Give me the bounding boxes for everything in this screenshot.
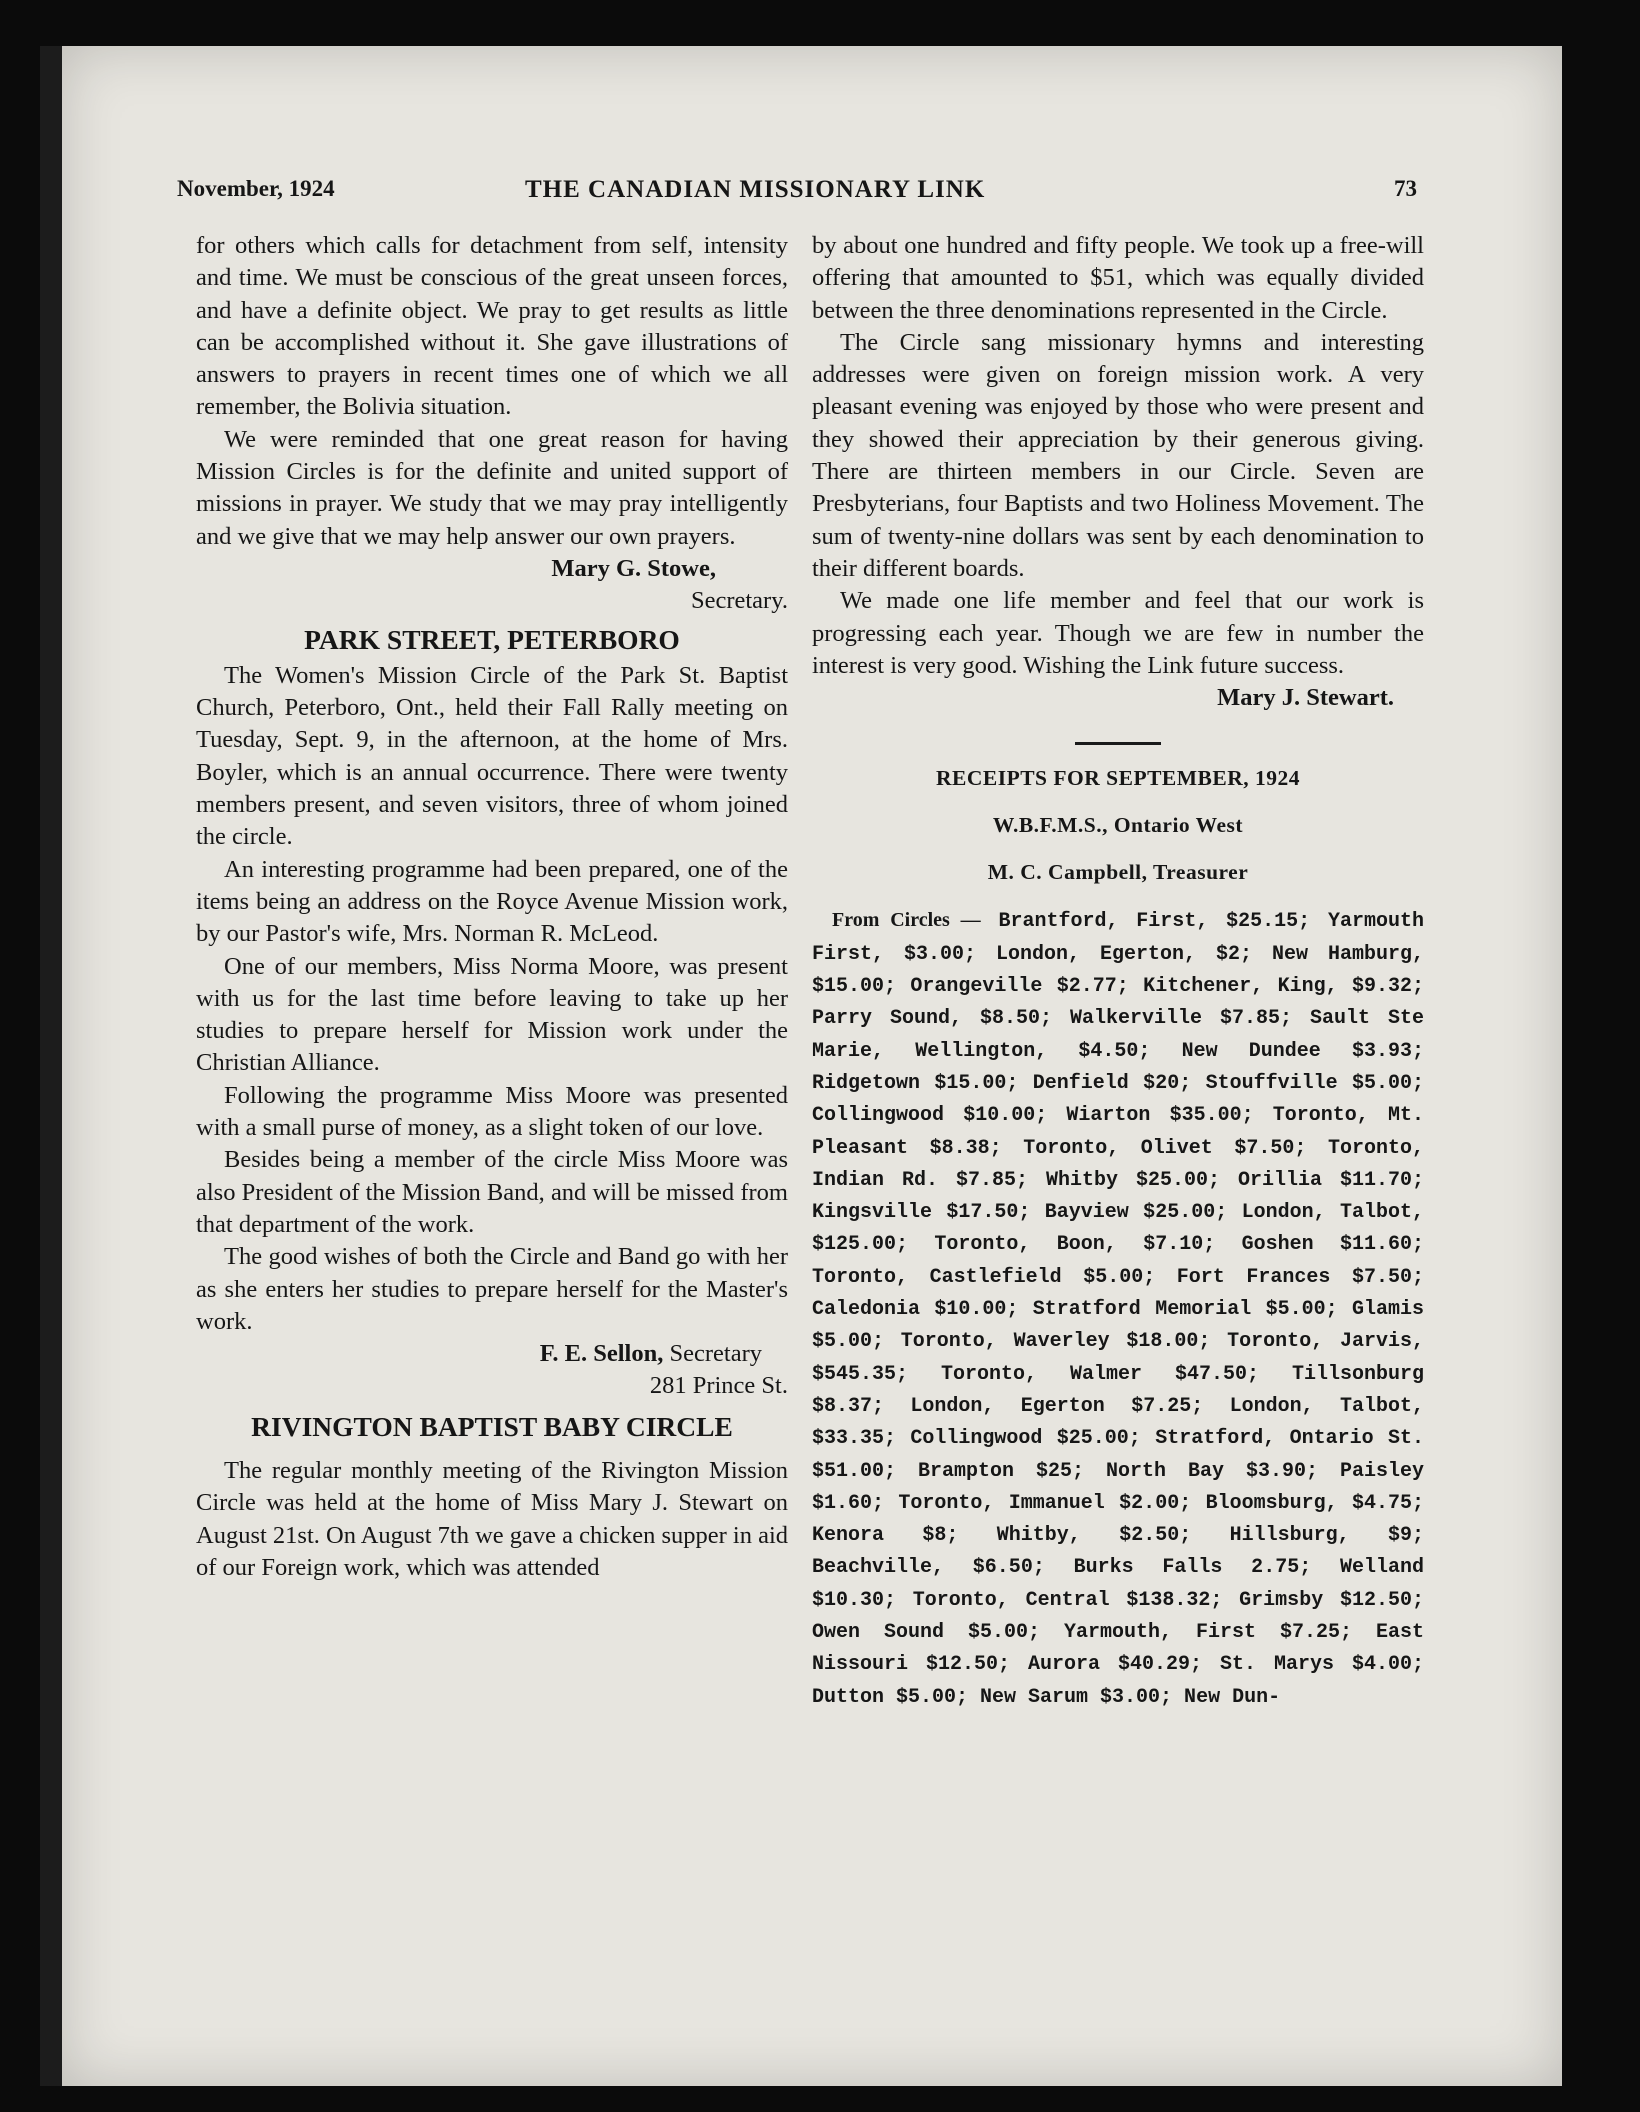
prayer-paragraph: We were reminded that one great reason for having Mission Circles is for the definite and united support of missions in prayer. We study that we may pray intelligently and we give that we may help answer our own prayers. bbox=[196, 425, 788, 550]
page-header bbox=[177, 176, 1417, 208]
receipts-body: Brantford, First, $25.15; Yarmouth First, $3.00; London, Egerton, $2; New Hamburg, $15.00; Orangeville $2.77; Kitchener, King, $9.32; Parry Sound, $8.50; Walkerville $7.85; Sault Ste Marie, Wellington, $4.50; New Dundee $3.93; Ridgetown $15.00; Denfield $20; Stouffville $5.00; Collingwood $10.00; Wiarton $35.00; Toronto, Mt. Pleasant $8.38; Toronto, Olivet $7.50; Toronto, Indian Rd. $7.85; Whitby $25.00; Orillia $11.70; Kingsville $17.50; Bayview $25.00; London, Talbot, $125.00; Toronto, Boon, $7.10; Goshen $11.60; Toronto, Castlefield $5.00; Fort Frances $7.50; Caledonia $10.00; Stratford Memorial $5.00; Glamis $5.00; Toronto, Waverley $18.00; Toronto, Jarvis, $545.35; Toronto, Walmer $47.50; Tillsonburg $8.37; London, Egerton $7.25; London, Talbot, $33.35; Collingwood $25.00; Stratford, Ontario St. $51.00; Brampton $25; North Bay $3.90; Paisley $1.60; Toronto, Immanuel $2.00; Bloomsburg, $4.75; Kenora $8; Whitby, $2.50; Hillsburg, $9; Beachville, $6.50; Burks Falls 2.75; Welland $10.30; Toronto, Central $138.32; Grimsby $12.50; Owen Sound $5.00; Yarmouth, First $7.25; East Nissouri $12.50; Aurora $40.29; St. Marys $4.00; Dutton $5.00; New Sarum $3.00; New Dun- bbox=[812, 910, 1424, 1709]
stowe-signature-title: Secretary. bbox=[690, 587, 788, 615]
receipts-lead: From Circles — bbox=[832, 909, 981, 932]
park-street-paragraph: The Women's Mission Circle of the Park St. Baptist Church, Peterboro, Ont., held their Fall Rally meeting on Tuesday, Sept. 9, in the afternoon, at the home of Mrs. Boyler, which is an annual occurrence. There were twenty members present, and seven visitors, three of whom joined the circle. bbox=[196, 661, 788, 851]
rivington-paragraph: The regular monthly meeting of the Rivington Mission Circle was held at the home of Miss Mary J. Stewart on August 21st. On August 7th we gave a chicken supper in aid of our Foreign work, which was attended bbox=[196, 1456, 788, 1581]
sellon-signature-title: Secretary bbox=[669, 1340, 762, 1368]
receipts-heading: RECEIPTS FOR SEPTEMBER, 1924 bbox=[935, 766, 1301, 791]
park-street-paragraph: Following the programme Miss Moore was presented with a small purse of money, as a slight token of our love. bbox=[196, 1081, 788, 1142]
header-page-number: 73 bbox=[1394, 176, 1417, 201]
sellon-signature-name: F. E. Sellon, bbox=[539, 1340, 664, 1368]
page-binding-edge bbox=[40, 46, 62, 2086]
rivington-heading: RIVINGTON BAPTIST BABY CIRCLE bbox=[251, 1410, 733, 1442]
header-date: November, 1924 bbox=[177, 176, 335, 201]
rivington-paragraph: The Circle sang missionary hymns and interesting addresses were given on foreign mission work. A very pleasant evening was enjoyed by those who were present and they showed their appreciation by their generous giving. There are thirteen members in our Circle. Seven are Presbyterians, four Baptists and two Holiness Movement. The sum of twenty-nine dollars was sent by each denomination to their different boards. bbox=[812, 328, 1424, 582]
park-street-heading: PARK STREET, PETERBORO bbox=[304, 623, 680, 655]
intro-paragraph: for others which calls for detachment from self, intensity and time. We must be conscious of the great unseen forces, and have a definite object. We pray to get results as little can be accomplished without it. She gave illustrations of answers to prayers in recent times one of which we all remember, the Bolivia situation. bbox=[196, 232, 788, 421]
left-column bbox=[196, 230, 788, 1584]
sellon-signature bbox=[196, 1338, 788, 1370]
park-street-paragraph: An interesting programme had been prepared, one of the items being an address on the Royce Avenue Mission work, by our Pastor's wife, Mrs. Norman R. McLeod. bbox=[196, 855, 788, 948]
rivington-continued-paragraph: by about one hundred and fifty people. We took up a free-will offering that amounted to $51, which was equally divided between the three denominations represented in the Circle. bbox=[812, 232, 1424, 324]
stewart-signature: Mary J. Stewart. bbox=[1217, 684, 1394, 712]
receipts-list bbox=[812, 904, 1424, 1713]
sellon-signature-address: 281 Prince St. bbox=[649, 1372, 788, 1400]
right-column bbox=[812, 230, 1424, 1714]
rivington-paragraph: We made one life member and feel that our work is progressing each year. Though we are few in number the interest is very good. Wishing the Link future success. bbox=[812, 587, 1424, 679]
receipts-subheading-treasurer: M. C. Campbell, Treasurer bbox=[987, 860, 1249, 885]
park-street-paragraph: One of our members, Miss Norma Moore, was present with us for the last time before leaving to take up her studies to prepare herself for Mission work under the Christian Alliance. bbox=[196, 952, 788, 1077]
receipts-subheading-society: W.B.F.M.S., Ontario West bbox=[992, 813, 1244, 838]
park-street-paragraph: Besides being a member of the circle Miss Moore was also President of the Mission Band, and will be missed from that department of the work. bbox=[196, 1146, 788, 1238]
park-street-paragraph: The good wishes of both the Circle and Band go with her as she enters her studies to prepare herself for the Master's work. bbox=[196, 1243, 788, 1335]
section-divider bbox=[1075, 742, 1161, 745]
header-title: THE CANADIAN MISSIONARY LINK bbox=[525, 176, 986, 203]
stowe-signature-name: Mary G. Stowe, bbox=[551, 554, 716, 582]
